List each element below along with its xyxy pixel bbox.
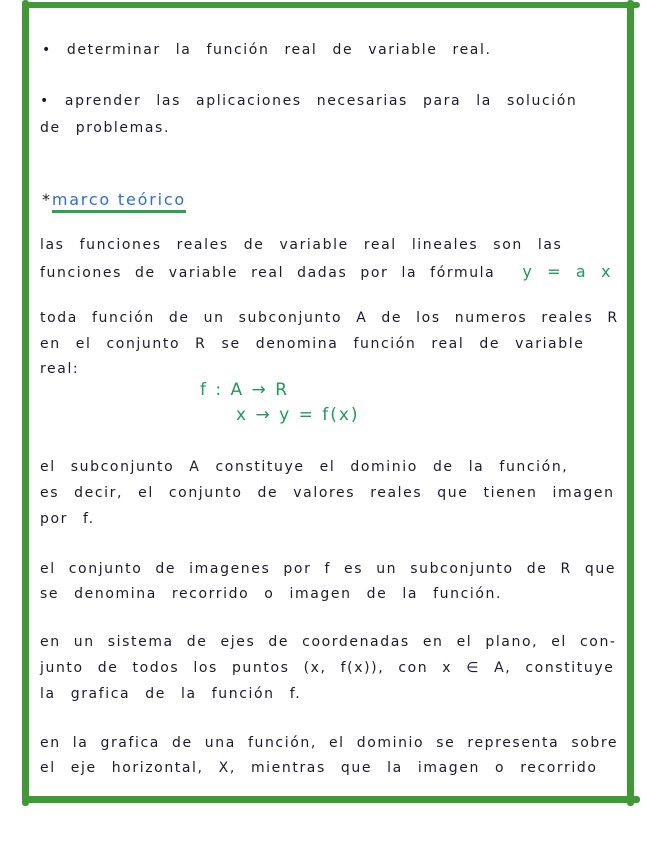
heading-star: * xyxy=(42,190,52,209)
paragraph-2-line-2: es decir, el conjunto de valores reales que tienen imagen xyxy=(40,485,615,501)
paragraph-4-line-2: junto de todos los puntos (x, f(x)), con x ∈ A, constituye xyxy=(40,660,615,676)
objective-2-continued: de problemas. xyxy=(40,120,171,136)
frame-top-border xyxy=(22,2,640,8)
section-heading xyxy=(42,190,186,209)
definition-line-1: las funciones reales de variable real lineales son las xyxy=(40,237,563,253)
formula-mapping: f : A → R xyxy=(200,380,290,400)
definition-line-2 xyxy=(40,262,612,281)
objective-1: • determinar la función real de variable real. xyxy=(42,42,492,58)
paragraph-1-line-3: real: xyxy=(40,361,80,377)
paragraph-1-line-1: toda función de un subconjunto A de los numeros reales R xyxy=(40,310,619,326)
frame-bottom-border xyxy=(22,796,640,803)
objective-2: • aprender las aplicaciones necesarias para la solución xyxy=(40,93,578,109)
paragraph-4-line-3: la grafica de la función f. xyxy=(40,686,302,702)
paragraph-2-line-1: el subconjunto A constituye el dominio de la función, xyxy=(40,459,569,475)
paragraph-5-line-1: en la grafica de una función, el dominio se representa sobre xyxy=(40,735,619,751)
paragraph-4-line-1: en un sistema de ejes de coordenadas en el plano, el con- xyxy=(40,634,617,650)
paragraph-1-line-2: en el conjunto R se denomina función real de variable xyxy=(40,336,585,352)
linear-formula: y = a x xyxy=(522,262,613,281)
definition-line-2-text: funciones de variable real dadas por la fórmula xyxy=(40,265,496,281)
frame-left-border xyxy=(22,0,29,806)
paragraph-2-line-3: por f. xyxy=(40,511,95,527)
formula-rule: x → y = f(x) xyxy=(236,405,360,425)
heading-title: marco teórico xyxy=(52,190,186,213)
paragraph-5-line-2: el eje horizontal, X, mientras que la imagen o recorrido xyxy=(40,760,598,776)
paragraph-3-line-1: el conjunto de imagenes por f es un subconjunto de R que xyxy=(40,561,617,577)
frame-right-border xyxy=(627,0,634,806)
paragraph-3-line-2: se denomina recorrido o imagen de la función. xyxy=(40,586,503,602)
